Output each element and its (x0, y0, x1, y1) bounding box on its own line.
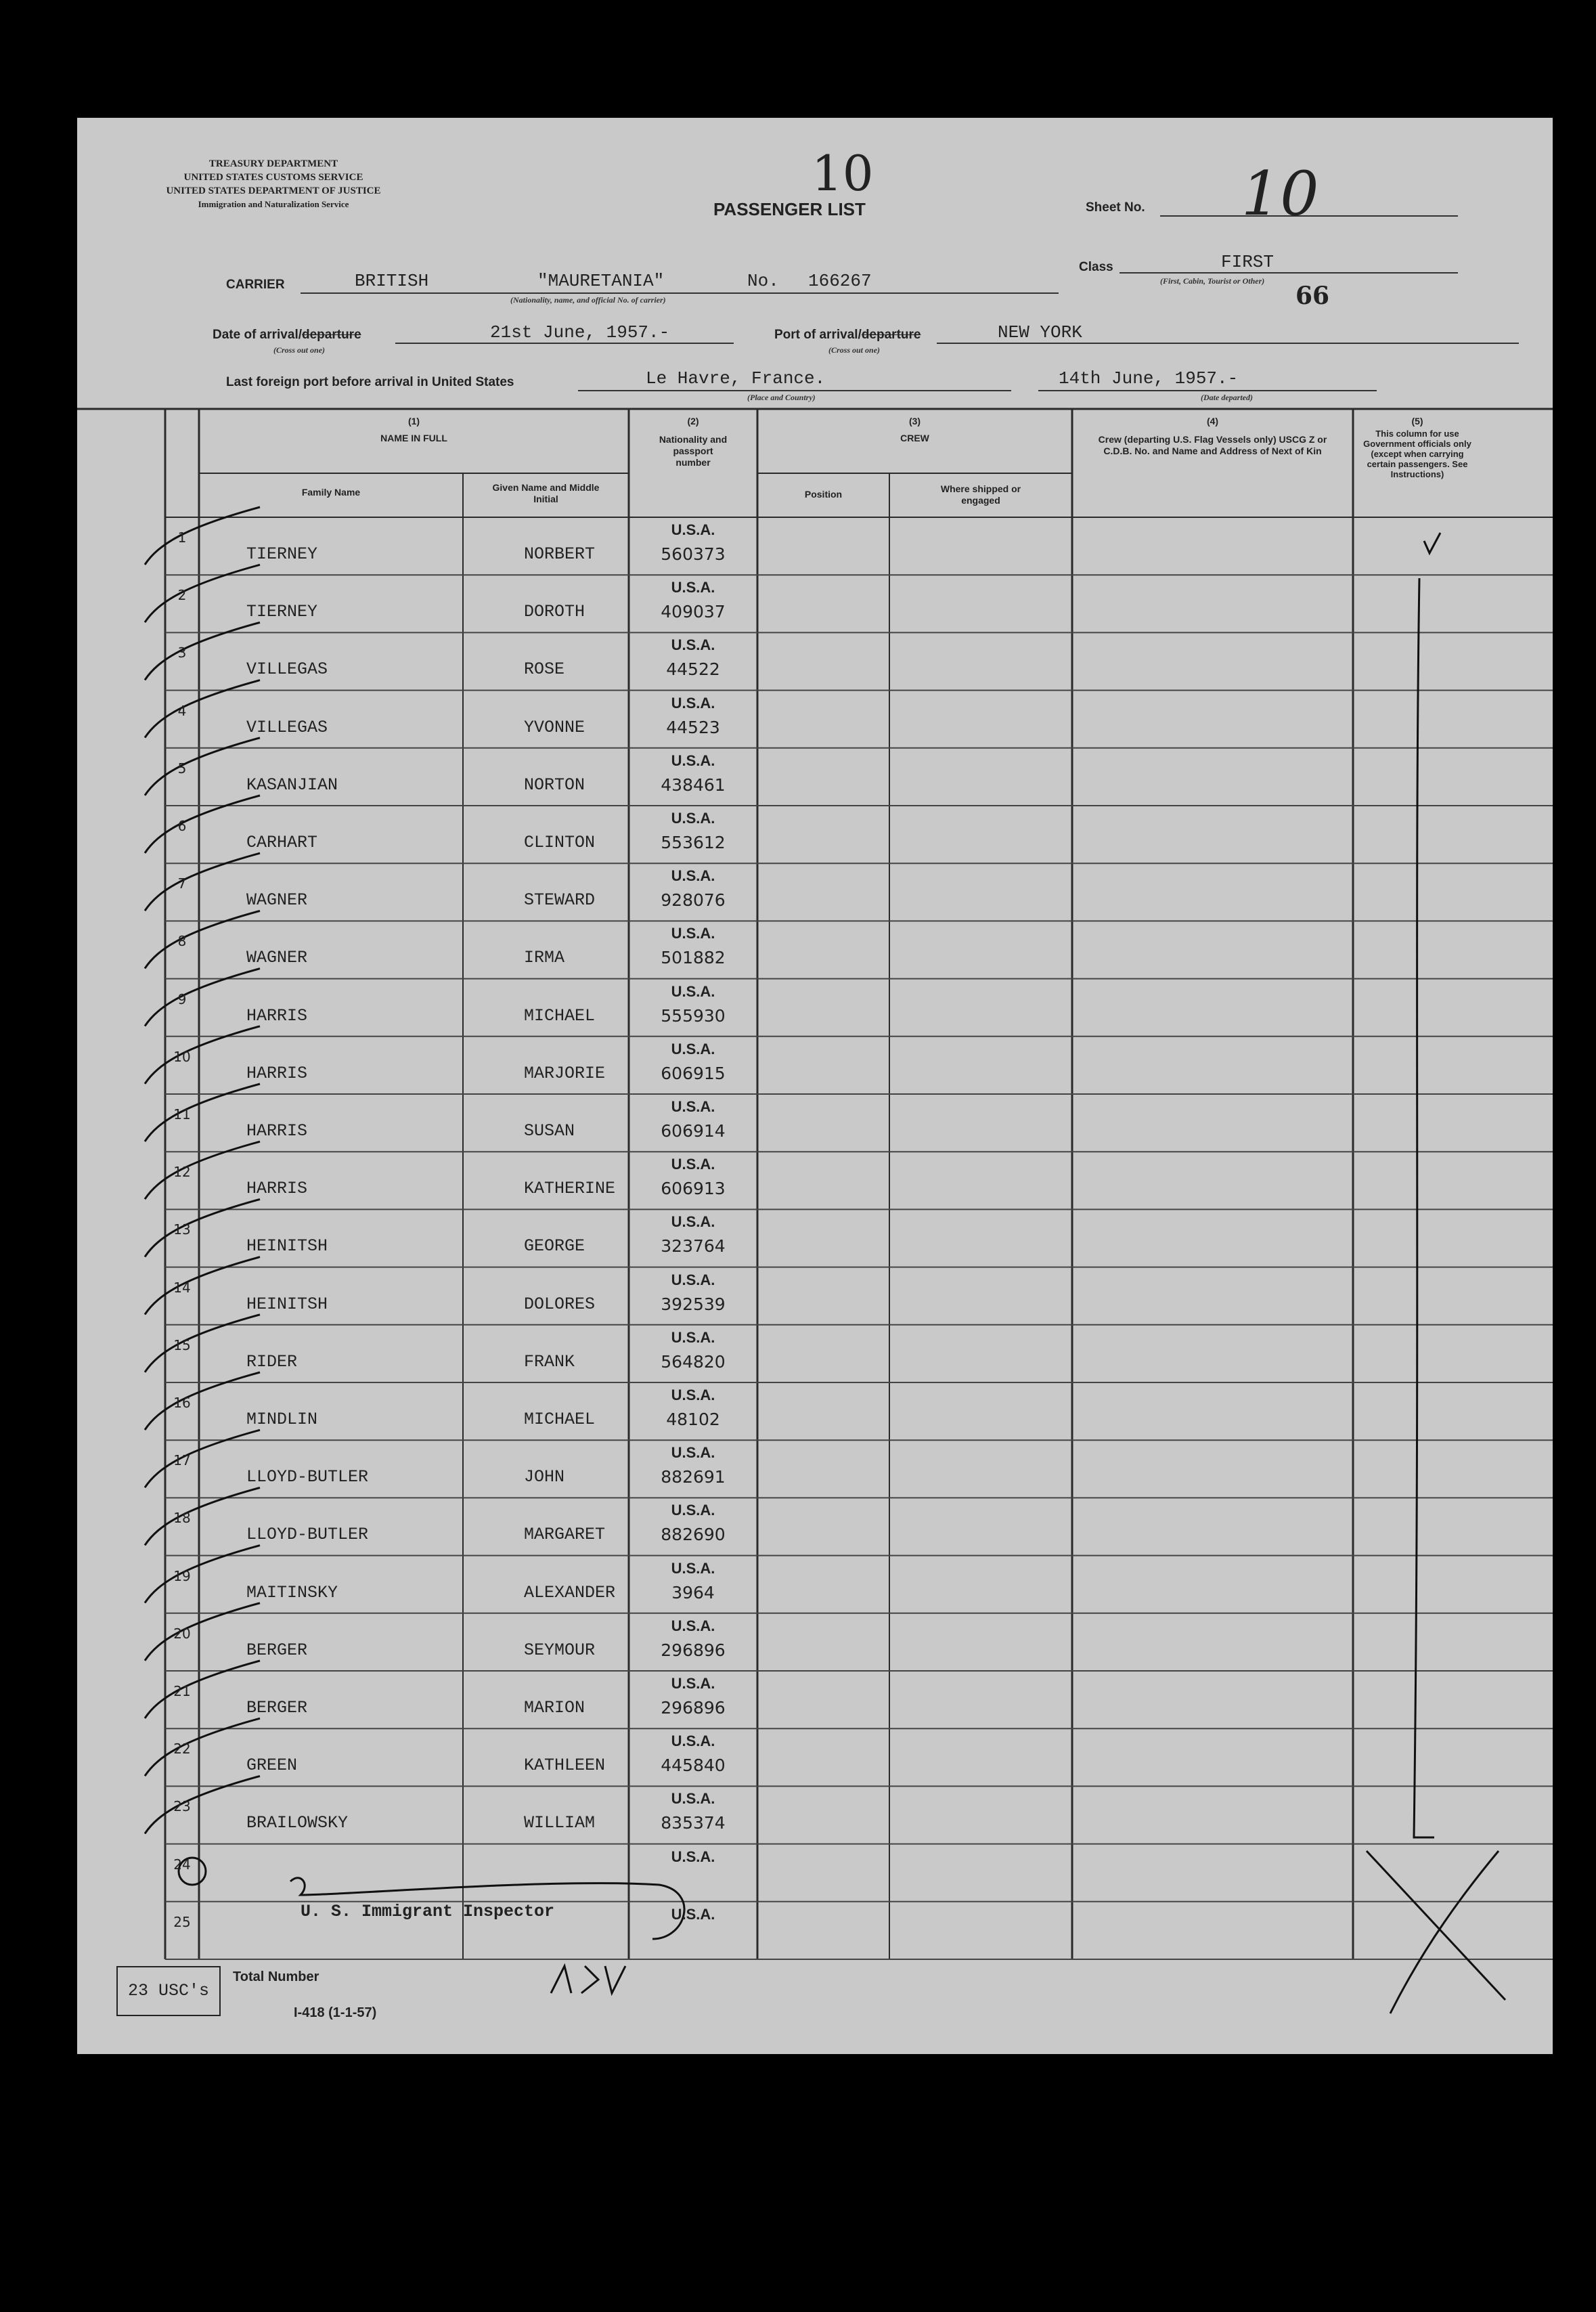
nationality: U.S.A. (671, 579, 715, 596)
row-number: 13 (173, 1221, 191, 1238)
row-number: 10 (173, 1048, 191, 1065)
row-check-mark (145, 1487, 260, 1545)
family-name: MINDLIN (246, 1410, 318, 1429)
passenger-list-form (77, 118, 1553, 2054)
agency-line-1: TREASURY DEPARTMENT (208, 158, 338, 169)
passport-number: 445840 (661, 1755, 726, 1776)
row-check-mark (145, 795, 260, 853)
family-name: KASANJIAN (246, 775, 338, 795)
nationality: U.S.A. (671, 1675, 715, 1692)
row-check-mark (145, 1603, 260, 1661)
row-check-mark (145, 1661, 260, 1718)
passport-number: 606914 (661, 1121, 726, 1141)
total-number-label: Total Number (233, 1969, 319, 1984)
nationality: U.S.A. (671, 1328, 715, 1346)
given-name: IRMA (524, 948, 565, 968)
header-col-4: (4) Crew (departing U.S. Flag Vessels only) USCG Z or C.D.B. No. and Name and Address of Next of Kin (1098, 416, 1327, 456)
arrival-label: Date of arrival/departure (213, 328, 361, 342)
header-col-2: (2) Nationality and passport number (659, 416, 728, 468)
family-name: MAITINSKY (246, 1582, 338, 1602)
row-number: 7 (177, 875, 187, 892)
header-family-name: Family Name (301, 487, 361, 498)
given-name: WILLIAM (524, 1813, 596, 1833)
header-position: Position (804, 489, 843, 500)
family-name: BRAILOWSKY (246, 1813, 349, 1833)
passport-number: 3964 (671, 1582, 715, 1602)
given-name: MARJORIE (524, 1063, 606, 1083)
passport-number: 438461 (661, 775, 726, 795)
passport-number: 606915 (661, 1063, 726, 1083)
passport-number: 501882 (661, 948, 726, 968)
family-name: HEINITSH (246, 1236, 328, 1257)
given-name: SUSAN (524, 1121, 575, 1141)
passport-number: 296896 (661, 1698, 726, 1718)
family-name: WAGNER (246, 890, 308, 911)
given-name: SEYMOUR (524, 1640, 596, 1660)
passport-number: 560373 (661, 544, 726, 564)
departure-date-note: (Date departed) (1201, 393, 1253, 402)
row-number: 24 (173, 1856, 191, 1873)
arrival-date: 21st June, 1957.- (490, 322, 670, 343)
carrier-number: 166267 (808, 271, 872, 291)
row-number: 11 (173, 1106, 191, 1122)
family-name: WAGNER (246, 948, 308, 968)
passport-number: 564820 (661, 1351, 726, 1372)
arrival-struck: departure (302, 328, 361, 342)
passport-number: 553612 (661, 833, 726, 852)
nationality: U.S.A. (671, 694, 715, 712)
given-name: MICHAEL (524, 1005, 596, 1026)
page-count: 66 (1295, 282, 1330, 310)
row-number: 16 (173, 1395, 191, 1411)
agency-line-3: UNITED STATES DEPARTMENT OF JUSTICE (166, 186, 381, 196)
table-grid (77, 118, 1553, 2054)
agency-line-2: UNITED STATES CUSTOMS SERVICE (183, 172, 363, 183)
row-check-mark (145, 1257, 260, 1315)
family-name: LLOYD-BUTLER (246, 1525, 369, 1545)
family-name: HARRIS (246, 1121, 308, 1141)
passport-number: 409037 (661, 602, 726, 622)
row-number: 23 (173, 1798, 191, 1815)
port-note: (Cross out one) (828, 345, 881, 355)
given-name: ALEXANDER (524, 1582, 616, 1602)
family-name: CARHART (246, 833, 318, 852)
passport-number: 606913 (661, 1179, 726, 1199)
page-title: PASSENGER LIST (713, 199, 866, 219)
inspector-label: U. S. Immigrant Inspector (301, 1902, 555, 1921)
passport-number: 392539 (661, 1294, 726, 1314)
sheet-label: Sheet No. (1086, 200, 1145, 215)
family-name: VILLEGAS (246, 659, 328, 680)
family-name: HARRIS (246, 1063, 308, 1083)
nationality: U.S.A. (671, 1790, 715, 1808)
nationality: U.S.A. (671, 751, 715, 769)
given-name: DOLORES (524, 1294, 596, 1314)
family-name: BERGER (246, 1698, 308, 1718)
family-name: HARRIS (246, 1005, 308, 1026)
given-name: NORBERT (524, 544, 596, 564)
nationality: U.S.A. (671, 1098, 715, 1115)
row-check-mark (145, 507, 260, 565)
row-number: 6 (177, 818, 187, 834)
row-check-mark (145, 1776, 260, 1833)
given-name: FRANK (524, 1351, 575, 1372)
given-name: STEWARD (524, 890, 596, 911)
row-number: 2 (177, 587, 187, 604)
passport-number: 323764 (661, 1236, 726, 1257)
row-check-mark (145, 1141, 260, 1199)
given-name: KATHLEEN (524, 1755, 606, 1776)
nationality: U.S.A. (671, 1502, 715, 1519)
carrier-note: (Nationality, name, and official No. of carrier) (510, 295, 666, 305)
header-col-1: (1) NAME IN FULL (380, 416, 447, 443)
given-name: NORTON (524, 775, 585, 795)
carrier-label: CARRIER (226, 278, 285, 292)
given-name: MARION (524, 1698, 585, 1718)
nationality: U.S.A. (671, 1905, 715, 1923)
passport-number: 555930 (661, 1005, 726, 1026)
foreign-port-note: (Place and Country) (747, 393, 816, 402)
row-number: 4 (177, 702, 187, 719)
header-given-name: Given Name and Middle Initial (492, 482, 600, 504)
handwritten-sheet-number: 10 (812, 145, 874, 202)
carrier-name: "MAURETANIA" (537, 271, 665, 291)
passport-number: 882691 (661, 1467, 726, 1487)
nationality: U.S.A. (671, 636, 715, 654)
given-name: MICHAEL (524, 1410, 596, 1429)
row-number: 5 (177, 760, 187, 777)
family-name: HARRIS (246, 1179, 308, 1199)
row-number: 20 (173, 1625, 191, 1642)
row-check-mark (145, 680, 260, 738)
agency-line-4: Immigration and Naturalization Service (198, 199, 349, 209)
row-number: 12 (173, 1164, 191, 1181)
nationality: U.S.A. (671, 867, 715, 885)
row-number: 22 (173, 1741, 191, 1758)
nationality: U.S.A. (671, 982, 715, 1000)
class-value: FIRST (1221, 252, 1274, 272)
port-value: NEW YORK (998, 322, 1082, 343)
given-name: JOHN (524, 1467, 565, 1487)
nationality: U.S.A. (671, 1387, 715, 1403)
family-name: BERGER (246, 1640, 308, 1660)
sheet-number: 10 (1241, 158, 1319, 230)
nationality: U.S.A. (671, 810, 715, 827)
carrier-nationality: BRITISH (355, 271, 429, 291)
family-name: RIDER (246, 1351, 298, 1372)
nationality: U.S.A. (671, 925, 715, 942)
row-number: 9 (177, 990, 187, 1007)
row-check-mark (145, 1372, 260, 1430)
given-name: GEORGE (524, 1236, 585, 1257)
row-number: 25 (173, 1913, 191, 1930)
row-number: 17 (173, 1452, 191, 1469)
port-label: Port of arrival/departure (774, 328, 921, 342)
given-name: ROSE (524, 659, 565, 680)
nationality: U.S.A. (671, 1732, 715, 1750)
row-check-mark (145, 565, 260, 622)
nationality: U.S.A. (671, 1156, 715, 1173)
row-number: 18 (173, 1510, 191, 1527)
row-number: 1 (177, 529, 187, 546)
family-name: GREEN (246, 1755, 298, 1776)
row-number: 21 (173, 1683, 191, 1699)
given-name: KATHERINE (524, 1179, 616, 1199)
nationality: U.S.A. (671, 1444, 715, 1462)
row-check-mark (145, 1084, 260, 1141)
header-where-shipped: Where shipped or engaged (940, 483, 1021, 506)
foreign-port-value: Le Havre, France. (646, 368, 826, 389)
foreign-port-label: Last foreign port before arrival in United States (226, 375, 514, 389)
row-number: 8 (177, 933, 187, 950)
given-name: DOROTH (524, 602, 585, 622)
row-check-mark (145, 853, 260, 911)
port-struck: departure (861, 328, 921, 342)
carrier-no-label: No. (747, 271, 779, 291)
header-col-5: (5) This column for use Government officials only (except when carrying certain passengers. See Instructions) (1363, 416, 1471, 479)
given-name: CLINTON (524, 833, 596, 852)
row-number: 14 (173, 1279, 191, 1296)
row-check-mark (145, 1315, 260, 1372)
row-check-mark (145, 1718, 260, 1776)
row-check-mark (145, 738, 260, 795)
class-label: Class (1079, 260, 1113, 274)
nationality: U.S.A. (671, 521, 715, 538)
handwritten-check-marks (290, 533, 1505, 2013)
given-name: MARGARET (524, 1525, 606, 1545)
passport-number: 928076 (661, 890, 726, 911)
passport-number: 48102 (666, 1410, 720, 1429)
class-note: (First, Cabin, Tourist or Other) (1160, 276, 1265, 286)
row-check-mark (145, 622, 260, 680)
family-name: VILLEGAS (246, 717, 328, 737)
nationality: U.S.A. (671, 1848, 715, 1865)
row-number: 19 (173, 1567, 191, 1584)
usc-count-box: 23 USC's (116, 1966, 221, 2016)
passport-number: 835374 (661, 1813, 726, 1833)
departure-date: 14th June, 1957.- (1059, 368, 1239, 389)
form-number: I-418 (1-1-57) (294, 2005, 377, 2020)
family-name: TIERNEY (246, 544, 318, 564)
row-check-mark (145, 1546, 260, 1603)
row-number: 3 (177, 645, 187, 661)
passport-number: 44523 (666, 717, 720, 737)
family-name: LLOYD-BUTLER (246, 1467, 369, 1487)
passport-number: 882690 (661, 1525, 726, 1545)
header-col-3: (3) CREW (900, 416, 929, 443)
passport-number: 44522 (666, 659, 720, 680)
arrival-note: (Cross out one) (273, 345, 326, 355)
row-number: 15 (173, 1336, 191, 1353)
family-name: HEINITSH (246, 1294, 328, 1314)
given-name: YVONNE (524, 717, 585, 737)
nationality: U.S.A. (671, 1213, 715, 1231)
family-name: TIERNEY (246, 602, 318, 622)
nationality: U.S.A. (671, 1559, 715, 1577)
row-check-mark (145, 911, 260, 968)
row-check-mark (145, 1430, 260, 1487)
row-check-mark (145, 969, 260, 1026)
nationality: U.S.A. (671, 1617, 715, 1634)
row-check-mark (145, 1199, 260, 1257)
row-check-mark (145, 1026, 260, 1084)
nationality: U.S.A. (671, 1040, 715, 1057)
passport-number: 296896 (661, 1640, 726, 1660)
nationality: U.S.A. (671, 1271, 715, 1288)
